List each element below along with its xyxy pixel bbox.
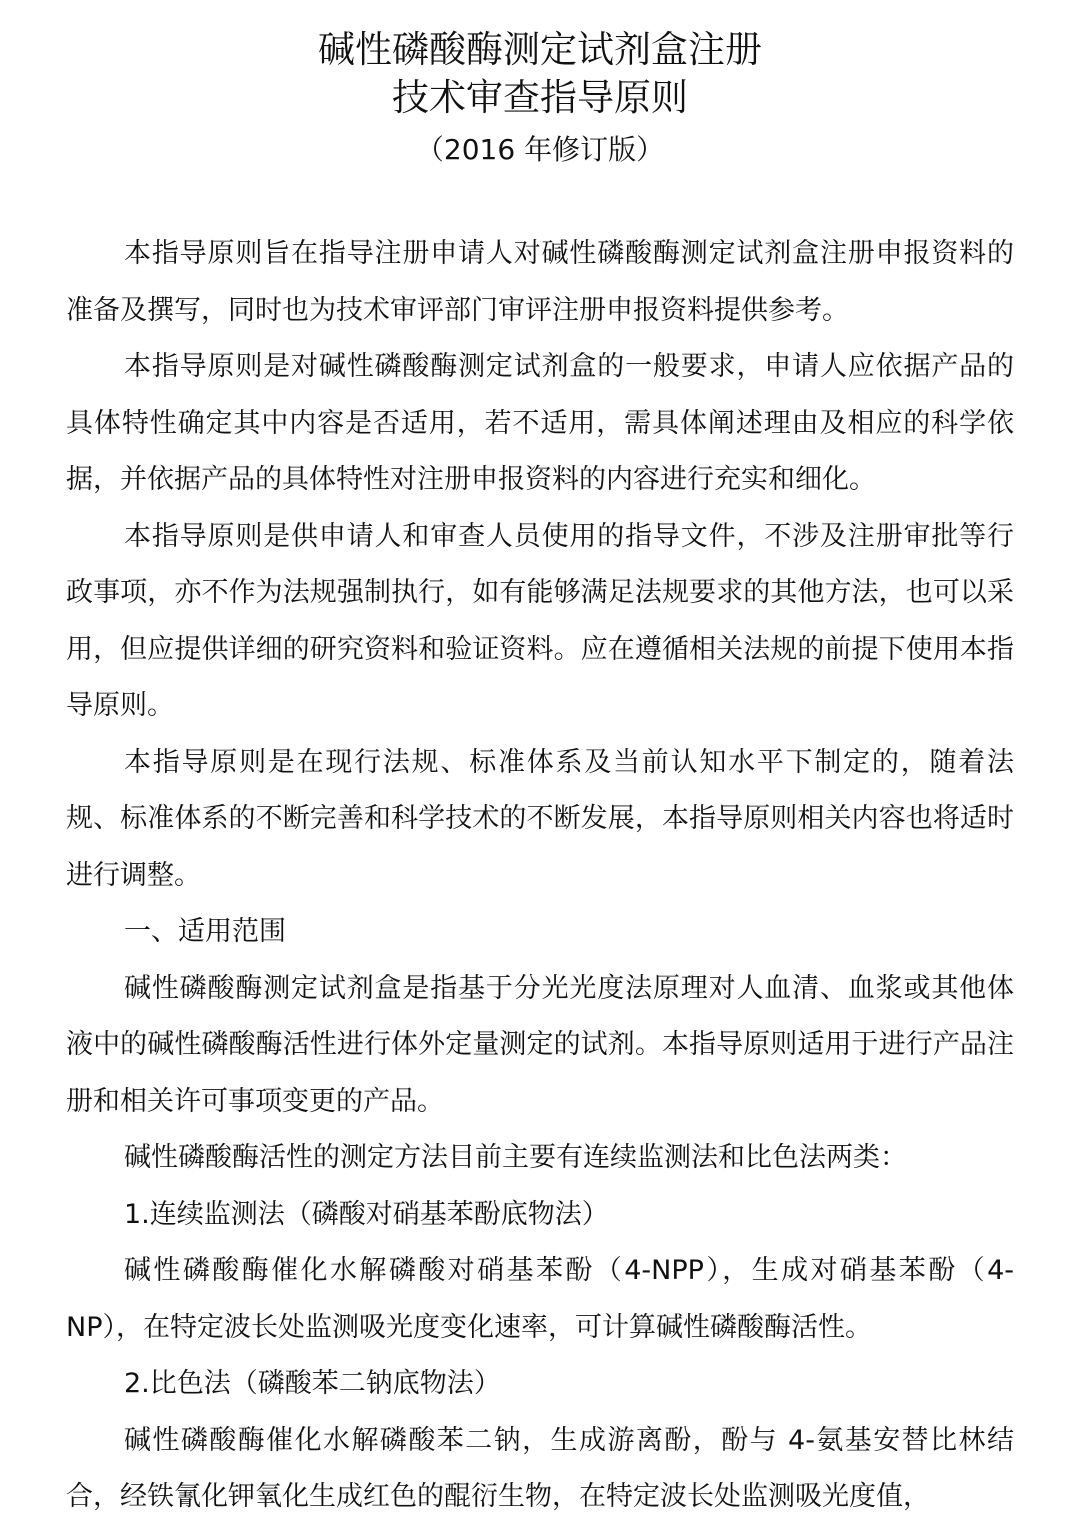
title-line-1: 碱性磷酸酶测定试剂盒注册 — [318, 28, 762, 71]
paragraph-guidance-usage: 本指导原则是供申请人和审查人员使用的指导文件，不涉及注册审批等行政事项，亦不作为法规强制执行，如有能够满足法规要求的其他方法，也可以采用，但应提供详细的研究资料和验证资料。应在遵循相关法规的前提下使用本指导原则。 — [66, 520, 1014, 721]
title-line-2: 技术审查指导原则 — [392, 76, 688, 119]
paragraph-scope: 碱性磷酸酶测定试剂盒是指基于分光光度法原理对人血清、血浆或其他体液中的碱性磷酸酶活性进行体外定量测定的试剂。本指导原则适用于进行产品注册和相关许可事项变更的产品。 — [66, 972, 1014, 1117]
title-block — [66, 0, 1014, 172]
body-text — [66, 226, 1014, 1526]
method-heading-continuous: 1.连续监测法（磷酸对硝基苯酚底物法） — [124, 1198, 609, 1230]
section-heading-scope: 一、适用范围 — [124, 916, 286, 947]
paragraph-general-requirements: 本指导原则是对碱性磷酸酶测定试剂盒的一般要求，申请人应依据产品的具体特性确定其中内容是否适用，若不适用，需具体阐述理由及相应的科学依据，并依据产品的具体特性对注册申报资料的内容进行充实和细化。 — [66, 351, 1014, 495]
paragraph-adjustment: 本指导原则是在现行法规、标准体系及当前认知水平下制定的，随着法规、标准体系的不断完善和科学技术的不断发展，本指导原则相关内容也将适时进行调整。 — [66, 746, 1014, 891]
paragraph-continuous-method: 碱性磷酸酶催化水解磷酸对硝基苯酚（4-NPP），生成对硝基苯酚（4-NP），在特定波长处监测吸光度变化速率，可计算碱性磷酸酶活性。 — [66, 1255, 1014, 1343]
paragraph-methods-intro: 碱性磷酸酶活性的测定方法目前主要有连续监测法和比色法两类： — [124, 1142, 907, 1173]
method-heading-colorimetric: 2.比色法（磷酸苯二钠底物法） — [124, 1368, 501, 1399]
edition-label: （2016 年修订版） — [415, 133, 665, 166]
paragraph-purpose: 本指导原则旨在指导注册申请人对碱性磷酸酶测定试剂盒注册申报资料的准备及撰写，同时也为技术审评部门审评注册申报资料提供参考。 — [66, 238, 1014, 326]
paragraph-colorimetric-method: 碱性磷酸酶催化水解磷酸苯二钠，生成游离酚，酚与 4-氨基安替比林结合，经铁氰化钾氧化生成红色的醌衍生物，在特定波长处监测吸光度值， — [66, 1424, 1014, 1512]
